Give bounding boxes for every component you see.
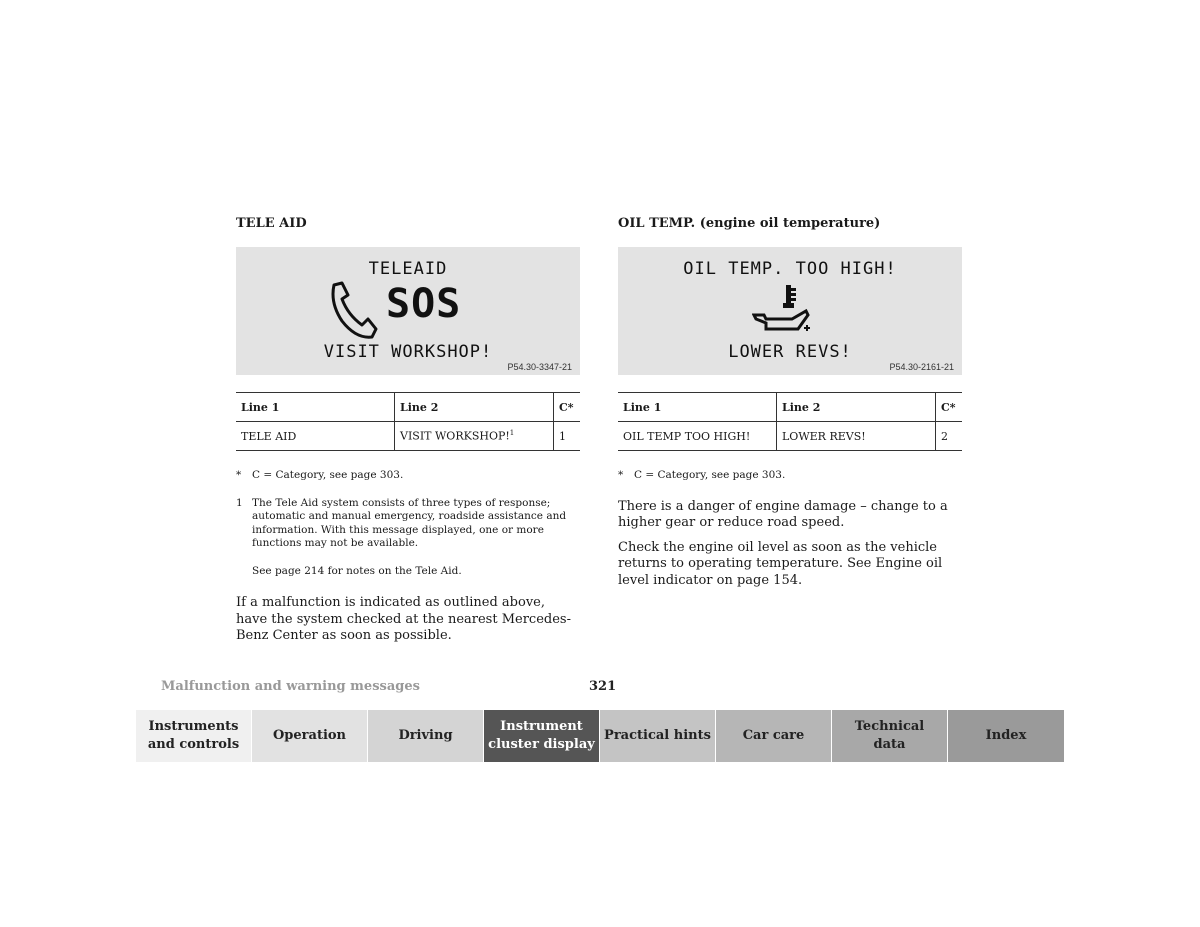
- paragraph-malfunction: If a malfunction is indicated as outlined above, have the system checked at the nearest Mercedes-Benz Center as soon as possible.: [236, 595, 571, 643]
- display-line-3: VISIT WORKSHOP!: [323, 342, 493, 362]
- display-line-3: LOWER REVS!: [728, 342, 852, 362]
- nav-tab-technical-data[interactable]: [832, 710, 948, 762]
- footnote-category: [236, 469, 580, 483]
- cell-line-2-text: VISIT WORKSHOP!: [400, 429, 510, 443]
- display-sos: SOS: [386, 281, 462, 327]
- cell-line-2: LOWER REVS!: [777, 422, 936, 451]
- figure-reference: P54.30-3347-21: [507, 362, 572, 372]
- chapter-navigation: [136, 710, 1064, 762]
- message-table-tele-aid: [236, 392, 580, 451]
- nav-tab-line-1: Car care: [742, 728, 805, 743]
- footnote-text: C = Category, see page 303.: [634, 469, 786, 481]
- page-number: 321: [589, 679, 617, 694]
- nav-tab-line-1: Driving: [398, 728, 453, 743]
- oil-temperature-icon: [752, 285, 812, 339]
- cell-line-1: OIL TEMP TOO HIGH!: [618, 422, 777, 451]
- paragraph-danger: There is a danger of engine damage – change to a higher gear or reduce road speed.: [618, 498, 948, 530]
- nav-tab-instruments-and-controls[interactable]: [136, 710, 252, 762]
- footnote-1: [236, 497, 580, 551]
- nav-tab-instrument-cluster-display[interactable]: [484, 710, 600, 762]
- header-category: C*: [936, 393, 963, 422]
- table-row: [618, 422, 962, 451]
- display-line-1: TELEAID: [368, 259, 448, 279]
- telephone-handset-icon: [326, 281, 378, 339]
- tele-aid-display: [236, 247, 580, 375]
- oil-temp-section: [618, 214, 962, 589]
- footnote-ref: 1: [509, 429, 515, 438]
- oil-temp-display: [618, 247, 962, 375]
- cell-category: 2: [936, 422, 963, 451]
- footnote-see-text: See page 214 for notes on the Tele Aid.: [252, 564, 462, 577]
- table-header-row: [236, 393, 580, 422]
- table-header-row: [618, 393, 962, 422]
- nav-tab-line-2: cluster display: [488, 737, 595, 752]
- paragraph-check-oil: Check the engine oil level as soon as the vehicle returns to operating temperature. See Engine oil level indicator on page 154.: [618, 539, 943, 588]
- section-title-tele-aid: TELE AID: [236, 216, 307, 231]
- nav-tab-index[interactable]: [948, 710, 1064, 762]
- header-line-2: Line 2: [777, 393, 936, 422]
- nav-tab-car-care[interactable]: [716, 710, 832, 762]
- nav-tab-line-1: Instrument: [500, 719, 583, 734]
- figure-reference: P54.30-2161-21: [889, 362, 954, 372]
- header-line-2: Line 2: [395, 393, 554, 422]
- cell-category: 1: [554, 422, 581, 451]
- footnote-see: [236, 565, 580, 579]
- section-title-oil-temp: OIL TEMP. (engine oil temperature): [618, 216, 881, 231]
- cell-line-1: TELE AID: [236, 422, 395, 451]
- table-row: [236, 422, 580, 451]
- cell-line-2: [395, 422, 554, 451]
- message-table-oil-temp: [618, 392, 962, 451]
- header-line-1: Line 1: [236, 393, 395, 422]
- footnote-category: [618, 469, 962, 483]
- header-category: C*: [554, 393, 581, 422]
- nav-tab-line-2: and controls: [147, 737, 240, 752]
- nav-tab-line-1: Instruments: [148, 719, 239, 734]
- header-line-1: Line 1: [618, 393, 777, 422]
- tele-aid-section: [236, 214, 580, 645]
- footnote-text: The Tele Aid system consists of three types of response; automatic and manual emergency, roadside assistance and information. With this message displayed, one or more functions may not be available.: [252, 496, 567, 549]
- nav-tab-driving[interactable]: [368, 710, 484, 762]
- footer-section-title: Malfunction and warning messages: [161, 679, 420, 694]
- nav-tab-line-1: Practical hints: [604, 728, 711, 743]
- footnote-marker: *: [236, 469, 242, 481]
- footnote-marker: 1: [236, 496, 243, 509]
- nav-tab-practical-hints[interactable]: [600, 710, 716, 762]
- nav-tab-operation[interactable]: [252, 710, 368, 762]
- footnote-text: C = Category, see page 303.: [252, 469, 404, 481]
- display-line-1: OIL TEMP. TOO HIGH!: [683, 259, 897, 279]
- nav-tab-line-2: data: [873, 737, 906, 752]
- nav-tab-line-1: Operation: [272, 728, 347, 743]
- nav-tab-line-1: Technical: [854, 719, 925, 734]
- footnote-marker: *: [618, 469, 624, 481]
- nav-tab-line-1: Index: [985, 728, 1027, 743]
